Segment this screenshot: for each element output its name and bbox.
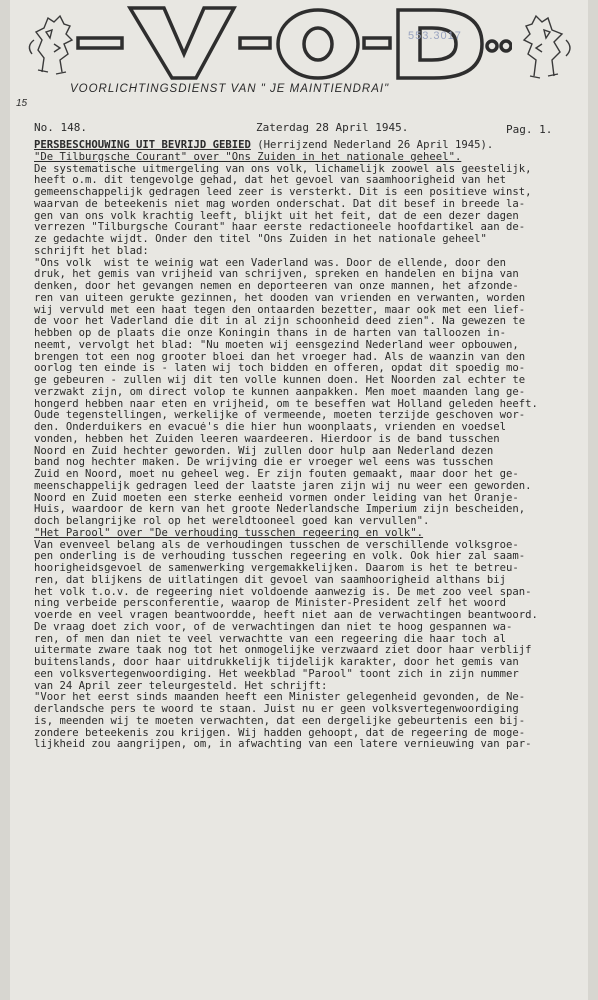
text-line: druk, het gemis van vrijheid van schrijven, spreken en handelen en bijna van bbox=[34, 269, 519, 281]
issue-number: No. 148. bbox=[34, 121, 87, 134]
lion-emblem-right-icon bbox=[514, 10, 576, 84]
text-line: De vraag doet zich voor, of de verwachtingen dan niet te hoog gespannen wa- bbox=[34, 621, 513, 633]
text-line: verzwakt zijn, om direct volop te kunnen aanpakken. Men moet maanden lang ge- bbox=[34, 386, 526, 398]
text-line: wij vervuld met een haat tegen den ontaarden bezetter, maar ook met een lief- bbox=[34, 304, 526, 316]
text-line: van 24 April zeer teleurgesteld. Het schrijft: bbox=[34, 680, 328, 692]
text-line: is, meenden wij te moeten verwachten, dat een dergelijke gebeurtenis een bij- bbox=[34, 715, 526, 727]
corner-number: 15 bbox=[16, 98, 28, 109]
text-line: voerde en veel vragen beantwoordde, heeft niet aan de verwachtingen beantwoord. bbox=[34, 610, 538, 621]
subheading-tilburgsche: "De Tilburgsche Courant" over "Ons Zuiden in het nationale geheel". bbox=[34, 151, 462, 163]
text-line: Oude tegenstellingen, werkelijke of vermeende, moeten terzijde geschoven wor- bbox=[34, 410, 526, 422]
text-line: Huis, waardoor de kern van het groote Nederlandsche Imperium zijn bescheiden, bbox=[34, 504, 526, 516]
paragraph-3 bbox=[34, 540, 579, 752]
masthead-subtitle: VOORLICHTINGSDIENST VAN " JE MAINTIENDRAI" bbox=[70, 83, 390, 95]
subheading-parool: "Het Parool" over "De verhouding tusschen regeering en volk". bbox=[34, 527, 424, 539]
text-line: ning verbeide persconferentie, waarop de Minister-President zelf het woord bbox=[34, 598, 506, 610]
text-line: "Voor het eerst sinds maanden heeft een Minister gelegenheid gevonden, de Ne- bbox=[34, 692, 526, 704]
text-line: heeft o.m. dit tengevolge gehad, dat het gevoel van saamhoorigheid van het bbox=[34, 175, 506, 187]
text-line: derlandsche pers te woord te staan. Juist nu er geen volksvertegenwoordiging bbox=[34, 704, 519, 715]
text-line: denken, door het gevangen nemen en deporteeren van onze mannen, het afzonde- bbox=[34, 281, 519, 292]
text-line: oorlog ten einde is - laten wij toch bidden en offeren, opdat dit spoedig mo- bbox=[34, 363, 526, 375]
text-line: ren, dat blijkens de uitlatingen dit gevoel van saamhoorigheid althans bij bbox=[34, 574, 506, 586]
text-line: Noord en Zuid hechter geworden. Wij zullen door hulp aan Nederland dezen bbox=[34, 445, 494, 457]
text-line: ze gedachte wijdt. Onder den titel "Ons Zuiden in het nationale geheel" bbox=[34, 234, 487, 245]
text-line: hoorigheidsgevoel de samenwerking vergemakkelijken. Daarom is het te betreu- bbox=[34, 563, 519, 574]
text-line: ren van uiteen gerukte gezinnen, het dooden van vrienden en verwanten, worden bbox=[34, 292, 526, 304]
text-line: een volksvertegenwoordiging. Het weekblad "Parool" toont zich in zijn nummer bbox=[34, 668, 519, 680]
article-body bbox=[34, 140, 579, 751]
issue-date: Zaterdag 28 April 1945. bbox=[256, 121, 409, 134]
text-line: vonden, hebben het Zuiden leeren waardeeren. Hierdoor is de band tusschen bbox=[34, 433, 500, 445]
text-line: verrezen "Tilburgsche Courant" haar eerste redactioneele hoofdartikel aan de- bbox=[34, 222, 526, 234]
text-line: buitenslands, door haar uitdrukkelijk tijdelijk karakter, door het gemis van bbox=[34, 657, 519, 668]
section-heading-source: (Herrijzend Nederland 26 April 1945). bbox=[250, 140, 494, 151]
text-line: De systematische uitmergeling van ons volk, lichamelijk zoowel als geestelijk, bbox=[34, 163, 532, 175]
text-line: band nog hechter maken. De wrijving die er vroeger wel eens was tusschen bbox=[34, 457, 494, 469]
document-sheet bbox=[10, 0, 588, 1000]
text-line: hebben op de plaats die onze Koningin thans in de harten van talloozen in- bbox=[34, 328, 506, 339]
text-line: gemeenschappelijk gedragen leed zeer is versterkt. Dit is een positieve winst, bbox=[34, 187, 532, 198]
text-line: uitermate zware taak nog tot het onmogelijke verzwaard ziet door haar verblijf bbox=[34, 645, 532, 657]
page-number: Pag. 1. bbox=[506, 123, 553, 136]
text-line: schrijft het blad: bbox=[34, 245, 149, 257]
text-line: gen van ons volk krachtig leeft, blijkt uit het feit, dat de een dezer dagen bbox=[34, 210, 519, 222]
text-line: ren, of men dan niet te veel verwachtte van een regeering die haar toch al bbox=[34, 633, 506, 645]
text-line: den. Onderduikers en evacué's die hier hun woonplaats, vrienden en voedsel bbox=[34, 422, 506, 433]
text-line: Van evenveel belang als de verhoudingen tusschen de verschillende volksgroe- bbox=[34, 539, 519, 551]
text-line: doch belangrijke rol op het wereldtooneel goed kan vervullen". bbox=[34, 516, 430, 527]
text-line: neemt, vervolgt het blad: "Nu moeten wij eensgezind Nederland weer opbouwen, bbox=[34, 339, 519, 351]
text-line: ge gebeuren - zullen wij dit ten volle kunnen doen. Het Noorden zal echter te bbox=[34, 375, 526, 386]
section-heading: PERSBESCHOUWING UIT BEVRIJD GEBIED bbox=[34, 140, 251, 151]
section-heading-line bbox=[34, 140, 579, 152]
text-line: zondere beteekenis zou krijgen. Wij hadden gehoopt, dat de regeering de moge- bbox=[34, 727, 526, 739]
text-line: de voor het Vaderland die dit in al zijn schoonheid deed zien". Na gewezen te bbox=[34, 316, 526, 328]
text-line: lijkheid zou aangrijpen, om, in afwachting van een latere vernieuwing van par- bbox=[34, 739, 532, 751]
text-line: hongerd hebben naar eten en vrijheid, om te beseffen wat Holland geleden heeft. bbox=[34, 398, 538, 410]
text-line: pen onderling is de verhouding tusschen regeering en volk. Ook hier zal saam- bbox=[34, 551, 526, 563]
text-line: waarvan de beteekenis niet mag worden onderschat. Dat dit besef in breede la- bbox=[34, 198, 526, 210]
text-line: brengen tot een nog grooter bloei dan het vroeger had. Als de waanzin van den bbox=[34, 351, 526, 363]
paragraph-1 bbox=[34, 164, 579, 258]
issue-header bbox=[34, 121, 574, 137]
text-line: Zuid en Noord, moet nu geheel weg. Er zijn fouten gemaakt, maar door het ge- bbox=[34, 469, 519, 480]
archive-stamp: 553.3017 bbox=[408, 30, 462, 42]
text-line: meenschappelijk gedragen leed der laatste jaren zijn wij nu weer een geworden. bbox=[34, 480, 532, 492]
text-line: het volk t.o.v. de regeering niet voldoende aanwezig is. De met zoo veel span- bbox=[34, 586, 532, 598]
text-line: Noord en Zuid moeten een sterke eenheid vormen onder leiding van het Oranje- bbox=[34, 492, 519, 504]
masthead bbox=[10, 0, 588, 112]
text-line: "Ons volk wist te weinig wat een Vaderland was. Door de ellende, door den bbox=[34, 257, 506, 269]
paragraph-2 bbox=[34, 258, 579, 528]
